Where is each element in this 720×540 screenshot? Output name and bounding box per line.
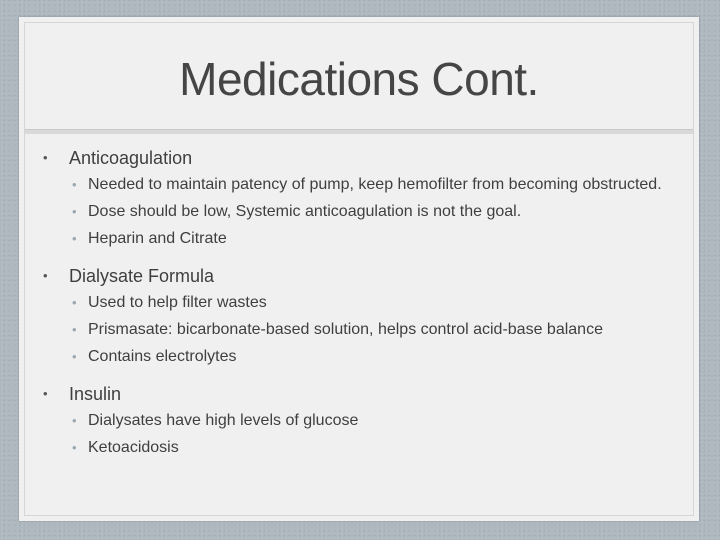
sub-bullet-icon: • bbox=[72, 413, 77, 428]
sub-bullet-text: Ketoacidosis bbox=[88, 439, 179, 456]
sub-bullet-item bbox=[19, 438, 699, 458]
sub-bullet-item bbox=[19, 202, 699, 222]
sub-bullet-item bbox=[19, 320, 699, 340]
sub-bullet-list bbox=[19, 293, 699, 367]
sub-bullet-text: Dose should be low, Systemic anticoagulation is not the goal. bbox=[88, 203, 522, 220]
sub-bullet-item bbox=[19, 293, 699, 313]
sub-bullet-text: Heparin and Citrate bbox=[88, 230, 227, 247]
sub-bullet-text: Used to help filter wastes bbox=[88, 294, 267, 311]
sub-bullet-icon: • bbox=[72, 440, 77, 455]
slide-title: Medications Cont. bbox=[179, 53, 539, 105]
slide-content bbox=[19, 147, 699, 474]
sub-bullet-text: Prismasate: bicarbonate-based solution, helps control acid-base balance bbox=[88, 321, 603, 338]
title-area bbox=[25, 23, 693, 127]
bullet-heading: Anticoagulation bbox=[69, 148, 193, 168]
bullet-heading: Insulin bbox=[69, 384, 122, 404]
bullet-icon: • bbox=[43, 150, 48, 165]
sub-bullet-text: Needed to maintain patency of pump, keep hemofilter from becoming obstructed. bbox=[88, 176, 662, 193]
sub-bullet-item bbox=[19, 347, 699, 367]
bullet-item bbox=[19, 383, 699, 405]
sub-bullet-item bbox=[19, 411, 699, 431]
title-divider bbox=[25, 129, 693, 134]
sub-bullet-list bbox=[19, 175, 699, 249]
sub-bullet-icon: • bbox=[72, 231, 77, 246]
sub-bullet-item bbox=[19, 175, 699, 195]
slide-card bbox=[19, 17, 699, 521]
bullet-heading: Dialysate Formula bbox=[69, 266, 215, 286]
bullet-item bbox=[19, 265, 699, 287]
sub-bullet-icon: • bbox=[72, 349, 77, 364]
bullet-icon: • bbox=[43, 268, 48, 283]
sub-bullet-item bbox=[19, 229, 699, 249]
bullet-item bbox=[19, 147, 699, 169]
sub-bullet-text: Dialysates have high levels of glucose bbox=[88, 412, 359, 429]
bullet-icon: • bbox=[43, 386, 48, 401]
sub-bullet-text: Contains electrolytes bbox=[88, 348, 237, 365]
sub-bullet-icon: • bbox=[72, 322, 77, 337]
sub-bullet-list bbox=[19, 411, 699, 458]
sub-bullet-icon: • bbox=[72, 177, 77, 192]
sub-bullet-icon: • bbox=[72, 204, 77, 219]
sub-bullet-icon: • bbox=[72, 295, 77, 310]
